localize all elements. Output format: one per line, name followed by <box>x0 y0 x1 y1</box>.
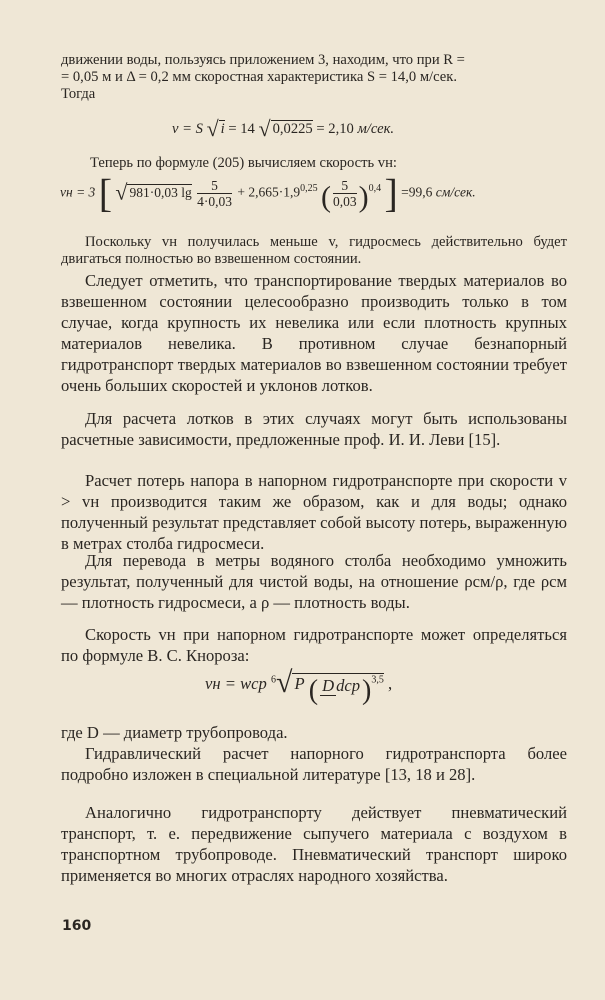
equation-vn <box>60 170 476 216</box>
paragraph-1: Следует отметить, что транспортирование твердых материалов во взвешенном состоянии целесообразно производить только в том случае, когда крупность их невелика или если плотность крупных материалов невелика. В противном случае безнапорный гидротранспорт твердых материалов во взвешенном состоянии требует очень больших скоростей и уклонов лотков. <box>61 271 567 395</box>
equation-v <box>172 118 394 140</box>
eq-k-trail: , <box>388 674 393 693</box>
paragraph-7: Аналогично гидротранспорту действует пневматический транспорт, т. е. передвижение сыпучего материала с воздухом в транспортном трубопроводе. Пневматический транспорт широко применяется во многих отраслях народного хозяйства. <box>61 803 567 885</box>
eq-v-mid: = 14 <box>228 121 255 137</box>
eq-vn-frac2 <box>333 178 357 209</box>
eq-k-exp: 3,5 <box>371 674 384 686</box>
eq-vn-sqrt-arg: 981·0,03 lg <box>129 184 192 200</box>
eq-k-p: P <box>294 674 305 693</box>
eq-k-frac <box>320 675 360 696</box>
root-icon: √ <box>275 666 293 699</box>
frac1-den: 4·0,03 <box>197 194 232 209</box>
page-number: 160 <box>62 918 92 934</box>
paragraph-5: Скорость vн при напорном гидротранспорте может определяться по формуле В. С. Кнороза: <box>61 625 567 665</box>
intro-vn: Теперь по формуле (205) вычисляем скорость vн: <box>90 155 397 171</box>
eq-k-frac-num: D <box>322 675 335 695</box>
eq-vn-exp2: 0,4 <box>368 183 382 195</box>
eq-k-root-index: 6 <box>270 674 276 686</box>
eq-v-unit: м/сек. <box>357 121 395 137</box>
paren-right-icon: ) <box>358 180 369 214</box>
note-paragraph: Поскольку vн получилась меньше v, гидросмесь действительно будет двигаться полностью во взвешенном состоянии. <box>61 234 567 267</box>
eq-k-lhs: vн = wср <box>205 674 267 693</box>
bracket-right-icon: ] <box>384 170 398 216</box>
paragraph-4: Для перевода в метры водяного столба необходимо умножить результат, полученный для чистой воды, на отношение ρсм/ρ, где ρсм — плотность гидросмеси, а ρ — плотность воды. <box>61 551 567 612</box>
sqrt-icon: √ <box>115 179 128 205</box>
sqrt-icon: √ <box>206 116 219 141</box>
eq-vn-lhs: vн = 3 <box>60 184 96 200</box>
eq-vn-unit: см/сек. <box>435 184 476 200</box>
paragraph-2: Для расчета лотков в этих случаях могут быть использованы расчетные зависимости, предложенные проф. И. И. Леви [15]. <box>61 409 567 449</box>
top-paragraph <box>61 52 567 103</box>
eq-vn-frac1 <box>197 178 232 209</box>
eq-vn-plus: + 2,665·1,9 <box>237 184 301 200</box>
top-line-1: движении воды, пользуясь приложением 3, находим, что при R = <box>61 52 465 68</box>
eq-v-rhs: = 2,10 <box>316 121 354 137</box>
paragraph-6: Гидравлический расчет напорного гидротранспорта более подробно изложен в специальной литературе [13, 18 и 28]. <box>61 744 567 784</box>
where-line: где D — диаметр трубопровода. <box>61 723 288 742</box>
eq-v-sqrt-arg: i <box>220 121 225 137</box>
bracket-left-icon: [ <box>98 170 113 216</box>
paren-right-icon: ) <box>362 675 372 706</box>
paren-left-icon: ( <box>308 675 319 706</box>
eq-k-frac-den: dср <box>336 675 361 695</box>
paragraph-3: Расчет потерь напора в напорном гидротранспорте при скорости v > vн производится таким же образом, как и для воды; однако полученный результат представляет собой высоту потерь, выраженную в метрах столба гидросмеси. <box>61 471 567 553</box>
eq-v-lhs: v = S <box>172 121 203 137</box>
frac2-den: 0,03 <box>332 194 357 209</box>
frac2-num: 5 <box>333 178 357 194</box>
eq-vn-rhs: =99,6 <box>401 184 433 200</box>
top-line-3: Тогда <box>61 86 96 102</box>
paren-left-icon: ( <box>320 180 331 214</box>
top-line-2: = 0,05 м и Δ = 0,2 мм скоростная характеристика S = 14,0 м/сек. <box>61 69 457 85</box>
equation-knoroz <box>205 666 393 706</box>
eq-v-sqrt-arg2: 0,0225 <box>272 121 313 137</box>
sqrt-icon: √ <box>258 116 271 141</box>
eq-vn-exp1: 0,25 <box>300 183 318 195</box>
frac1-num: 5 <box>197 178 232 194</box>
